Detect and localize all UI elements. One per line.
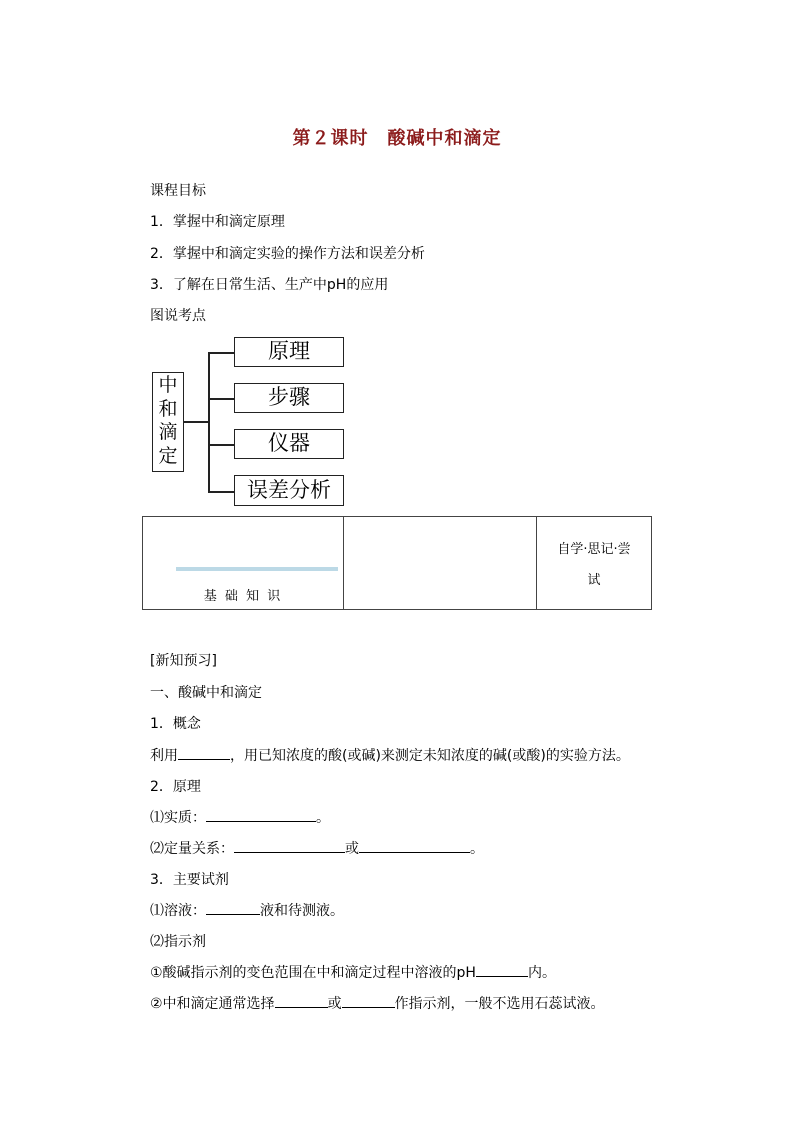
preview-tag: [新知预习] (150, 653, 217, 669)
branch-box: 步骤 (234, 383, 344, 413)
text-segment: 。 (316, 810, 330, 826)
root-char: 定 (158, 444, 178, 467)
text-segment: ⑵定量关系： (150, 841, 234, 857)
question-title: 2．原理 (150, 779, 201, 795)
text-segment: 或 (327, 996, 342, 1012)
header-right-line: 试 (587, 573, 601, 588)
fill-blank[interactable] (234, 840, 345, 853)
fill-blank[interactable] (359, 840, 470, 853)
fill-blank[interactable] (476, 964, 528, 977)
branch-box: 仪器 (234, 429, 344, 459)
objective-item: 1．掌握中和滴定原理 (150, 214, 285, 230)
header-left-cell (143, 517, 344, 610)
page-title: 第２课时 酸碱中和滴定 (292, 128, 502, 149)
root-char: 和 (158, 397, 178, 420)
text-segment: 。 (470, 841, 484, 857)
text-segment: ，用已知浓度的酸(或碱)来测定未知浓度的碱(或酸)的实验方法。 (230, 748, 630, 764)
fill-blank[interactable] (342, 995, 395, 1008)
concept-map-heading: 图说考点 (150, 308, 206, 324)
text-segment: 或 (345, 841, 359, 857)
fill-blank[interactable] (206, 809, 316, 822)
question-line (150, 900, 344, 920)
section-header-table (142, 516, 652, 610)
header-left-label: 基 础 知 识 (203, 589, 283, 604)
connector-line (208, 398, 234, 400)
root-char: 滴 (158, 421, 178, 443)
text-segment: ①酸碱指示剂的变色范围在中和滴定过程中溶液的pH (150, 965, 476, 981)
text-segment: 利用 (150, 748, 178, 764)
text-segment: 内。 (527, 965, 556, 981)
section-heading: 一、酸碱中和滴定 (150, 685, 262, 701)
text-segment: ⑴实质： (150, 810, 206, 826)
text-segment: 液和待测液。 (260, 903, 344, 919)
connector-line (208, 491, 234, 493)
header-right-line: 自学·思记·尝 (557, 542, 631, 557)
objective-item: 3．了解在日常生活、生产中pH的应用 (150, 277, 389, 293)
question-line (150, 745, 630, 765)
fill-blank[interactable] (178, 747, 230, 760)
connector-line (208, 444, 234, 446)
question-title: ⑵指示剂 (150, 934, 206, 950)
text-segment: ②中和滴定通常选择 (150, 996, 275, 1012)
fill-blank[interactable] (206, 902, 260, 915)
fill-blank[interactable] (275, 995, 328, 1008)
header-accent-bar (176, 567, 338, 571)
question-line (150, 962, 556, 982)
question-line (150, 993, 605, 1013)
question-title: 1．概念 (150, 716, 201, 732)
header-middle-cell (344, 517, 537, 610)
text-segment: 作指示剂，一般不选用石蕊试液。 (394, 996, 605, 1012)
connector-line (208, 352, 210, 492)
branch-box: 原理 (234, 337, 344, 367)
connector-line (184, 421, 209, 423)
question-line (150, 838, 484, 858)
text-segment: ⑴溶液： (150, 903, 206, 919)
question-title: 3．主要试剂 (150, 872, 229, 888)
concept-map-root (152, 372, 184, 472)
root-char: 中 (158, 374, 178, 396)
header-right-cell (537, 517, 652, 610)
objectives-heading: 课程目标 (150, 183, 206, 199)
question-line (150, 807, 330, 827)
objective-item: 2．掌握中和滴定实验的操作方法和误差分析 (150, 246, 425, 262)
connector-line (208, 352, 234, 354)
branch-box: 误差分析 (234, 475, 344, 506)
